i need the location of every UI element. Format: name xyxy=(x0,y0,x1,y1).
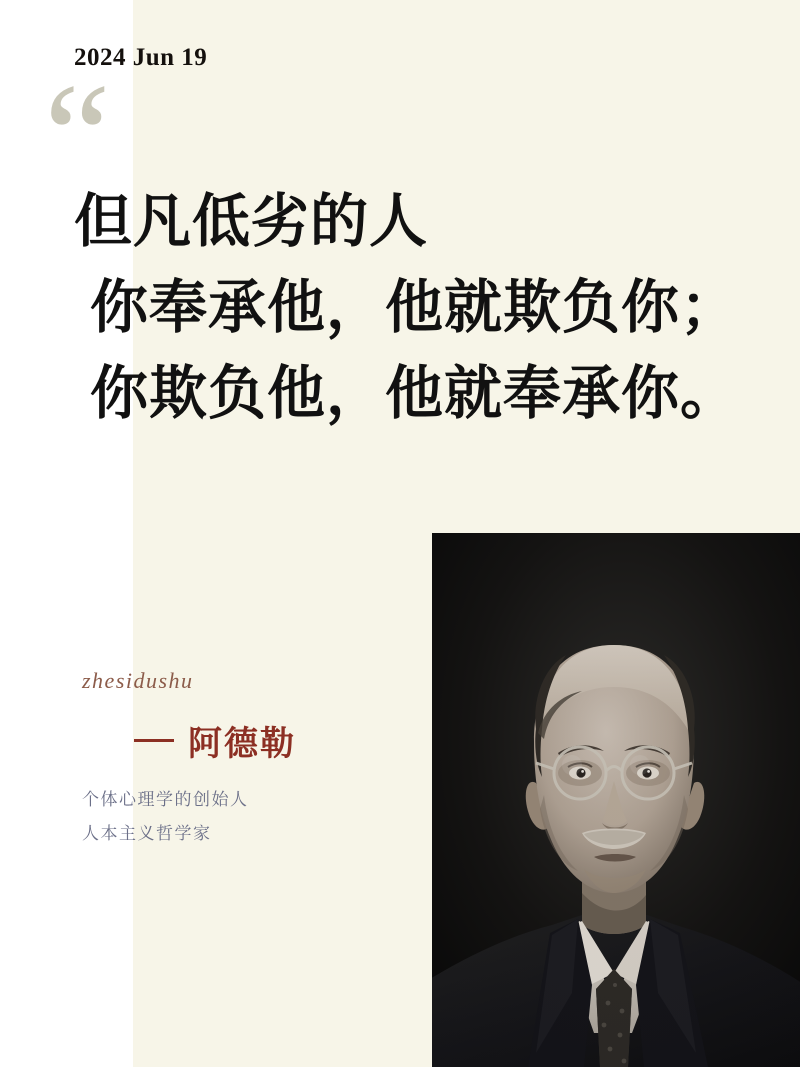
author-portrait xyxy=(432,533,800,1067)
author-subtitle-line: 个体心理学的创始人 xyxy=(82,790,249,810)
author-subtitle-line: 人本主义哲学家 xyxy=(82,824,212,844)
author-row xyxy=(134,716,296,765)
poster-date: 2024 Jun 19 xyxy=(74,44,208,71)
quote-text xyxy=(74,178,774,436)
author-subtitle xyxy=(82,783,296,851)
quote-mark-icon: “ xyxy=(44,53,111,219)
dash-icon xyxy=(134,739,174,742)
quote-line: 你奉承他，他就欺负你； xyxy=(90,273,740,341)
attribution-block xyxy=(82,668,296,851)
author-name: 阿德勒 xyxy=(188,724,296,764)
quote-line: 但凡低劣的人 xyxy=(74,187,429,255)
account-handle: zhesidushu xyxy=(82,668,194,693)
quote-line: 你欺负他，他就奉承你。 xyxy=(90,359,740,427)
